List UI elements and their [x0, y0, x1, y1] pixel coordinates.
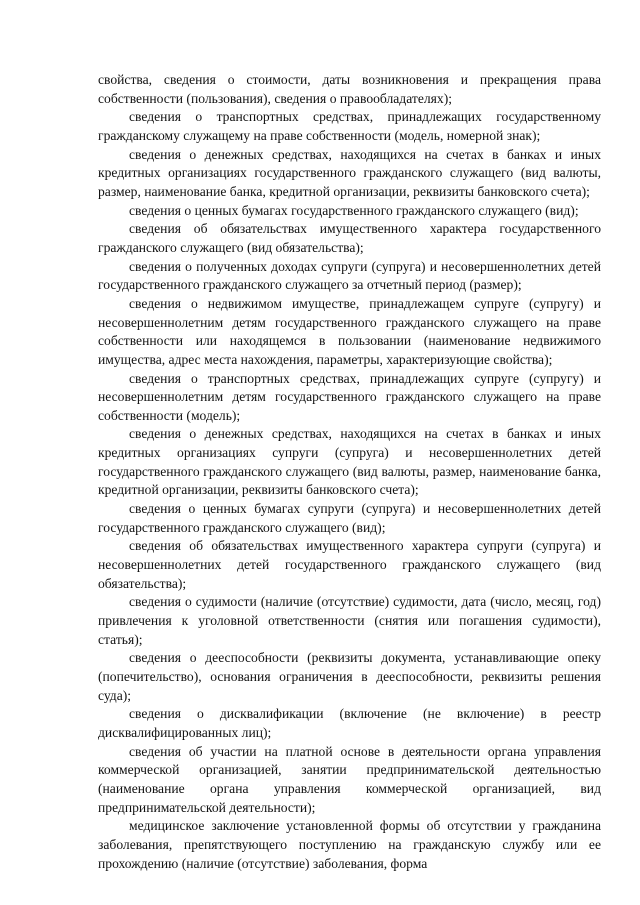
paragraph-disqualification: сведения о дисквалификации (включение (не включение) в реестр дисквалифицированных лиц); — [98, 706, 601, 740]
paragraph-medical-certificate: медицинское заключение установленной формы об отсутствии у гражданина заболевания, препятствующего поступлению на гражданскую службу или ее прохождению (наличие (отсутствие) заболевания, форма — [98, 818, 601, 871]
paragraph-securities: сведения о ценных бумагах государственного гражданского служащего (вид); — [129, 202, 579, 218]
paragraph-legal-capacity: сведения о дееспособности (реквизиты документа, устанавливающие опеку (попечительство), основания ограничения в дееспособности, реквизиты решения суда); — [98, 650, 601, 703]
paragraph-commercial-participation: сведения об участии на платной основе в деятельности органа управления коммерческой организацией, занятии предпринимательской деятельностью (наименование органа управления коммерческой организацией, вид предпринимательской деятельности); — [98, 743, 601, 815]
paragraph-obligations: сведения об обязательствах имущественного характера государственного гражданского служащего (вид обязательства); — [98, 221, 601, 255]
paragraph-criminal-record: сведения о судимости (наличие (отсутствие) судимости, дата (число, месяц, год) привлечения к уголовной ответственности (снятия или погашения судимости), статья); — [98, 594, 601, 647]
paragraph-bank-accounts: сведения о денежных средствах, находящихся на счетах в банках и иных кредитных организациях государственного гражданского служащего (вид валюты, размер, наименование банка, кредитной организации, реквизиты банковского счета); — [98, 146, 601, 199]
paragraph-vehicles: сведения о транспортных средствах, принадлежащих государственному гражданскому служащему на праве собственности (модель, номерной знак); — [98, 109, 601, 143]
paragraph-spouse-vehicles: сведения о транспортных средствах, принадлежащих супруге (супругу) и несовершеннолетним детям государственного гражданского служащего на праве собственности (модель); — [98, 370, 601, 423]
paragraph-spouse-income: сведения о полученных доходах супруги (супруга) и несовершеннолетних детей государственного гражданского служащего за отчетный период (размер); — [98, 258, 601, 293]
paragraph-spouse-real-estate: сведения о недвижимом имуществе, принадлежащем супруге (супругу) и несовершеннолетним детям государственного гражданского служащего на праве собственности или находящемся в пользовании (наименование недвижимого имущества, адрес места нахождения, параметры, характеризующие свойства); — [98, 295, 601, 367]
paragraph-spouse-securities: сведения о ценных бумагах супруги (супруга) и несовершеннолетних детей государственного гражданского служащего (вид); — [98, 501, 601, 535]
paragraph-property-continuation: свойства, сведения о стоимости, даты возникновения и прекращения права собственности (пользования), сведения о правообладателях); — [98, 72, 601, 106]
paragraph-spouse-bank-accounts: сведения о денежных средствах, находящихся на счетах в банках и иных кредитных организациях супруги (супруга) и несовершеннолетних детей государственного гражданского служащего (вид валюты, размер, наименование банка, кредитной организации, реквизиты банковского счета); — [98, 426, 601, 498]
document-body — [98, 71, 601, 873]
paragraph-spouse-obligations: сведения об обязательствах имущественного характера супруги (супруга) и несовершеннолетних детей государственного гражданского служащего (вид обязательства); — [98, 538, 601, 591]
